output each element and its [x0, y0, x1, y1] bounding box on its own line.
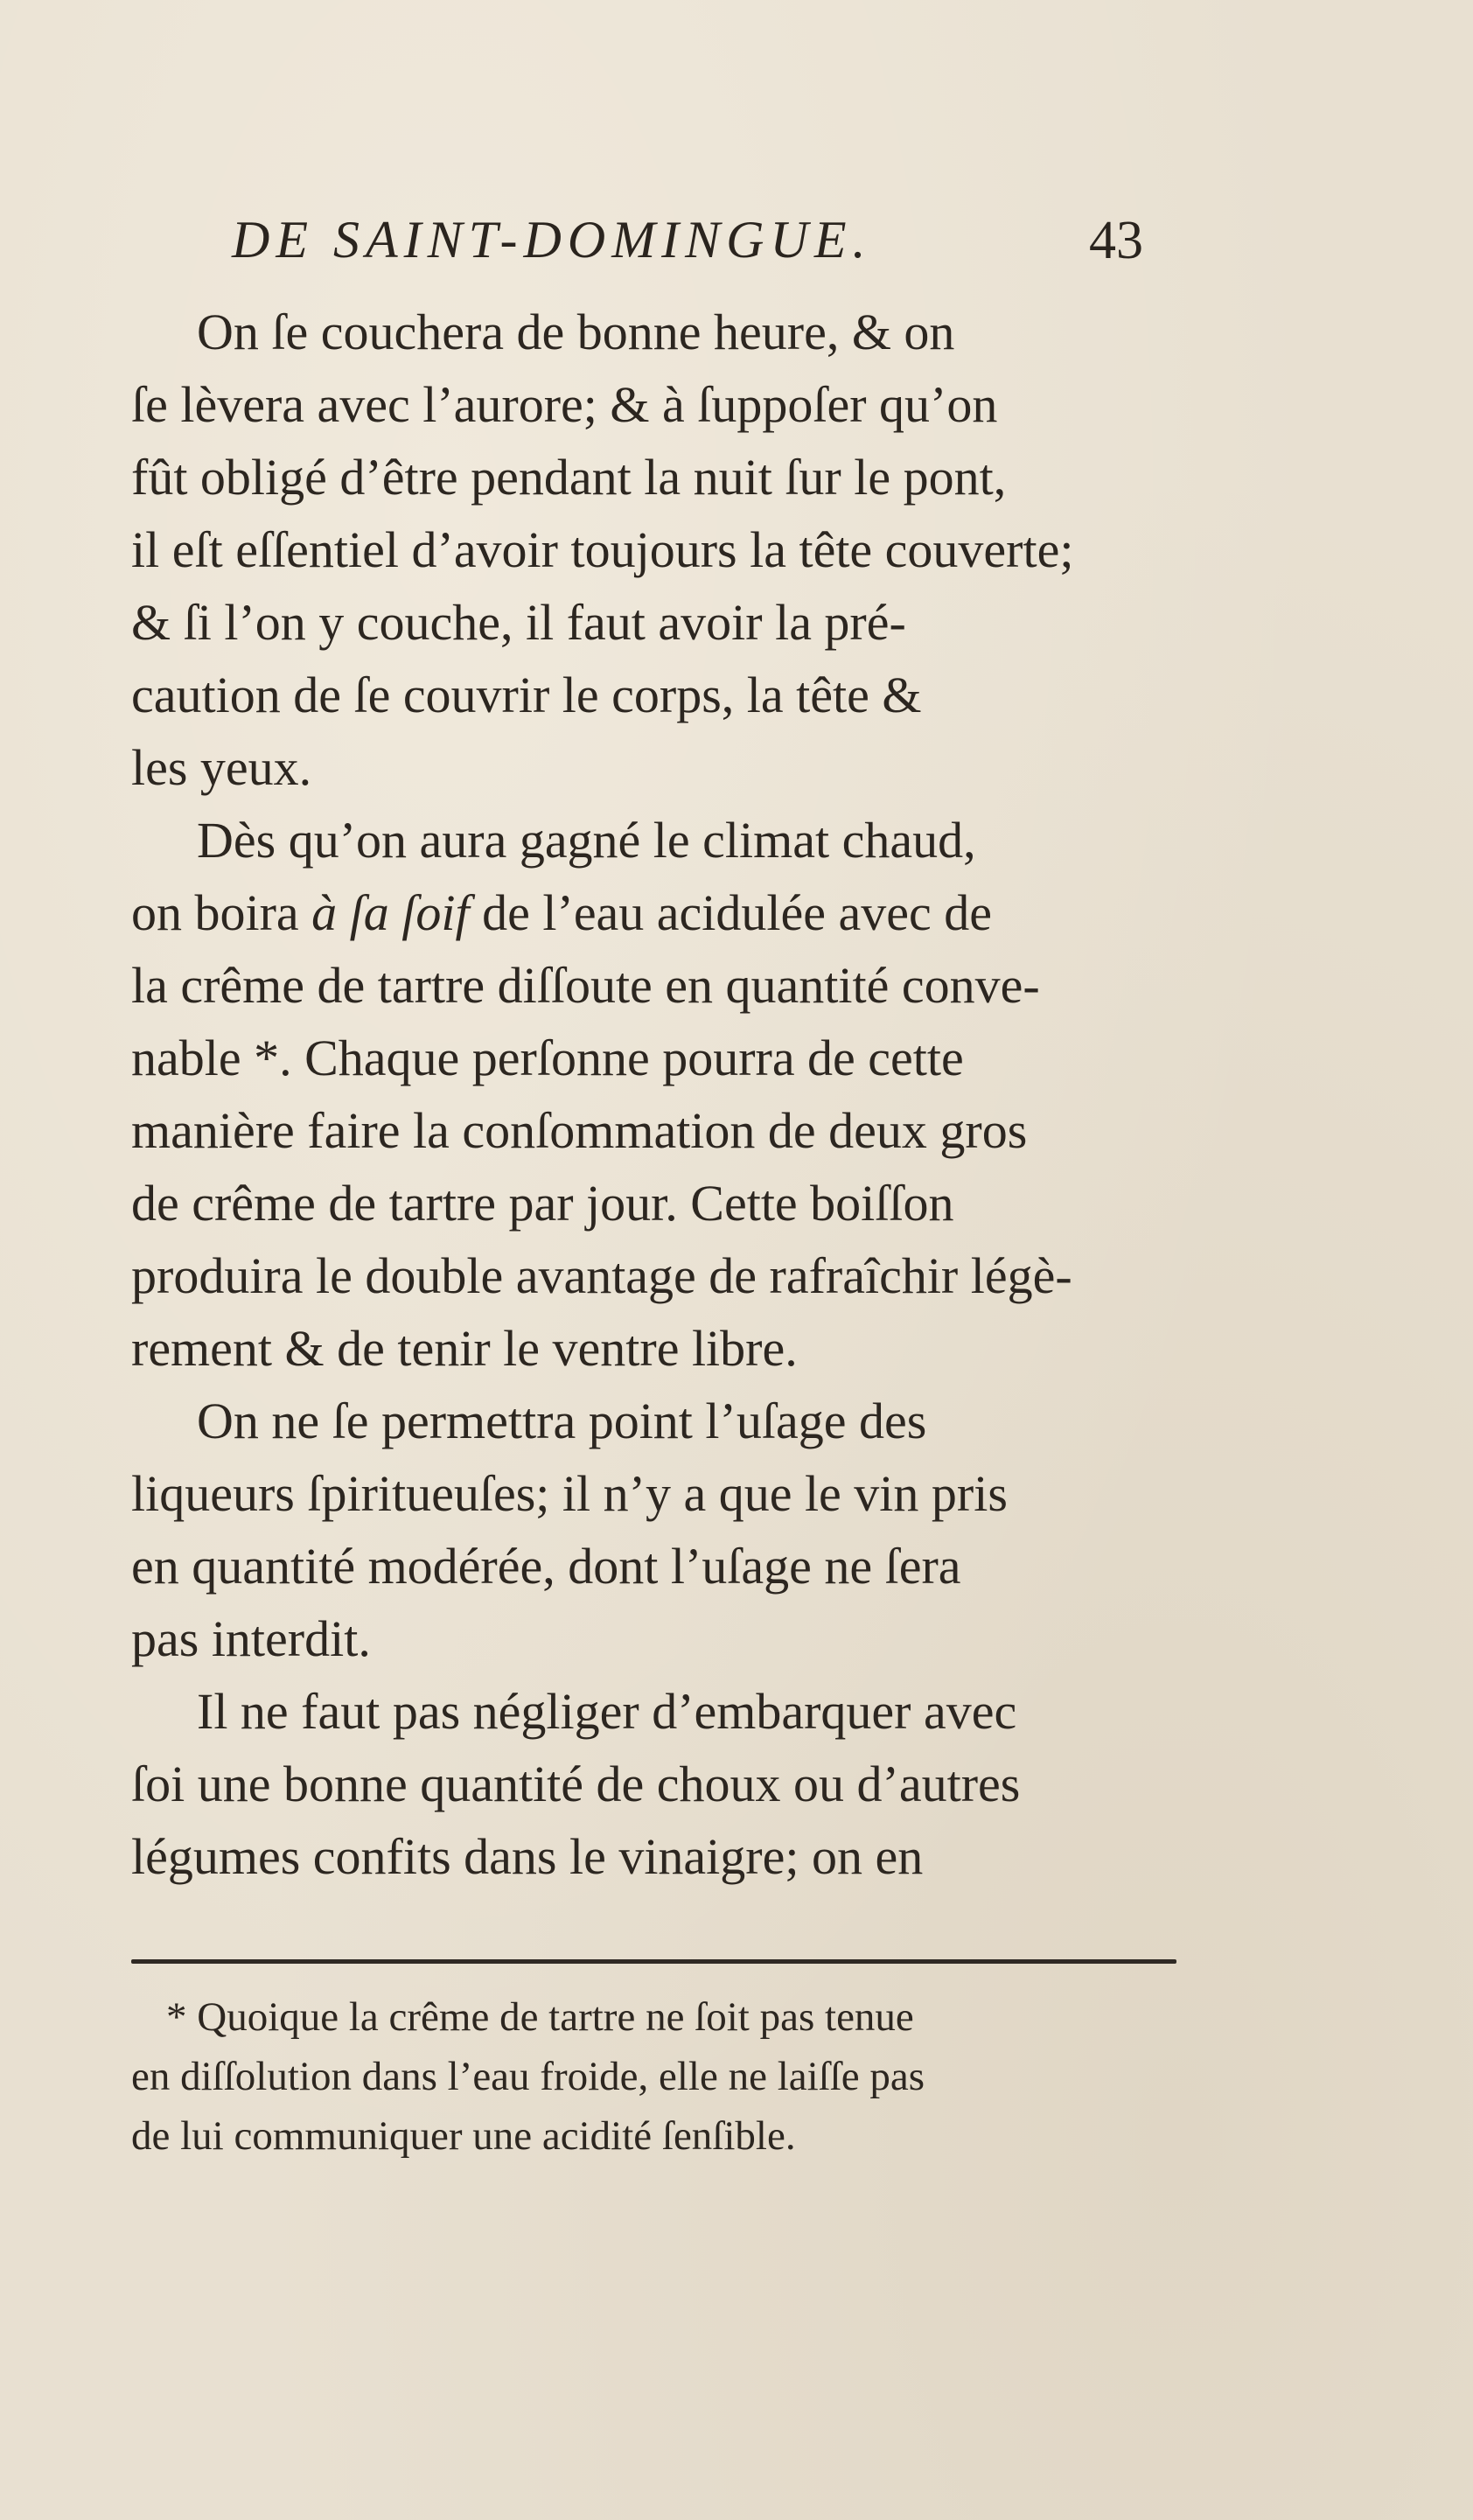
italic-phrase: à ſa ſoif — [311, 884, 470, 941]
footnote-line: de lui communiquer une acidité ſenſible. — [131, 2113, 796, 2159]
text-line: en quantité modérée, dont l’uſage ne ſera — [131, 1538, 961, 1595]
text-line: la crême de tartre diſſoute en quantité conve- — [131, 957, 1040, 1014]
text-line: Dès qu’on aura gagné le climat chaud, — [197, 812, 976, 869]
text-line: ſoi une bonne quantité de choux ou d’autres — [131, 1756, 1021, 1812]
page-number: 43 — [1089, 211, 1143, 270]
footnote-line: * Quoique la crême de tartre ne ſoit pas tenue — [166, 1994, 914, 2040]
text-line: & ſi l’on y couche, il faut avoir la pré- — [131, 594, 906, 651]
text-line: rement & de tenir le ventre libre. — [131, 1320, 798, 1377]
text-line: liqueurs ſpiritueuſes; il n’y a que le vin pris — [131, 1465, 1008, 1522]
text-line: nable *. Chaque perſonne pourra de cette — [131, 1030, 964, 1086]
text-line: ſe lèvera avec l’aurore; & à ſuppoſer qu’on — [131, 376, 998, 433]
text-line: manière faire la conſommation de deux gros — [131, 1102, 1028, 1159]
running-title: DE SAINT-DOMINGUE. — [232, 211, 872, 269]
text-line: caution de ſe couvrir le corps, la tête & — [131, 667, 922, 723]
text-line: les yeux. — [131, 739, 312, 796]
text-line — [131, 876, 1181, 949]
text-line: Il ne faut pas négliger d’embarquer avec — [197, 1683, 1017, 1740]
text-segment: on boira — [131, 884, 299, 941]
text-line: légumes confits dans le vinaigre; on en — [131, 1828, 924, 1885]
text-line: il eſt eſſentiel d’avoir toujours la tête couverte; — [131, 521, 1074, 578]
text-line: pas interdit. — [131, 1610, 371, 1667]
footnote — [131, 1987, 1181, 2166]
body-text — [131, 296, 1181, 1893]
text-line: de crême de tartre par jour. Cette boiſſon — [131, 1175, 954, 1232]
footnote-line: en diſſolution dans l’eau froide, elle ne laiſſe pas — [131, 2054, 925, 2099]
text-line: fût obligé d’être pendant la nuit ſur le pont, — [131, 449, 1007, 506]
footnote-divider — [131, 1959, 1176, 1964]
page-header — [131, 210, 1181, 280]
text-segment: de l’eau acidulée avec de — [482, 884, 992, 941]
text-line: produira le double avantage de rafraîchir légè- — [131, 1247, 1072, 1304]
text-line: On ſe couchera de bonne heure, & on — [197, 304, 955, 360]
text-line: On ne ſe permettra point l’uſage des — [197, 1393, 927, 1449]
